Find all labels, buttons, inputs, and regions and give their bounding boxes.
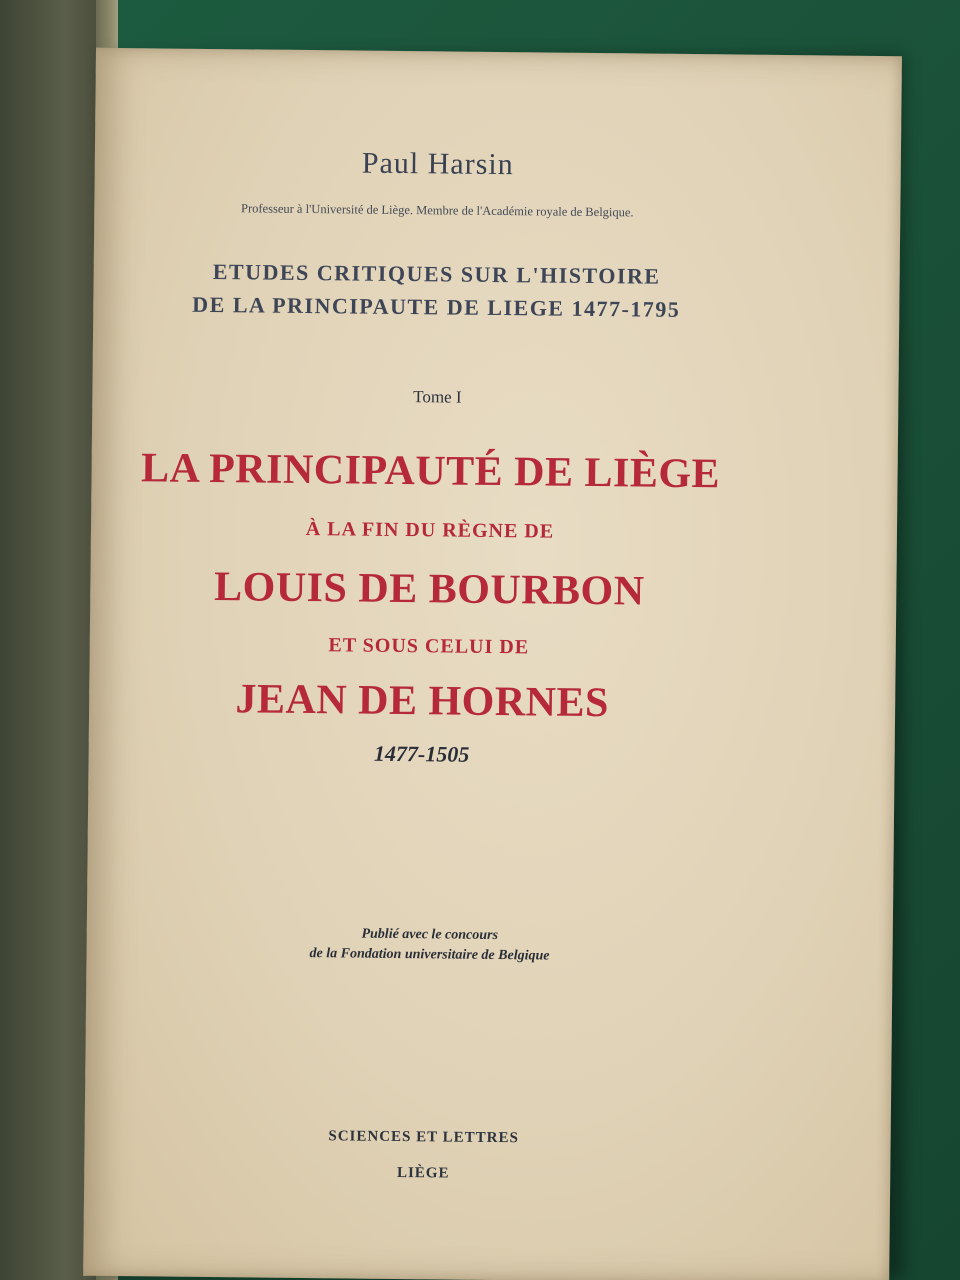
title-page [83,48,902,1280]
title-line-3: LOUIS DE BOURBON [213,564,645,615]
title-dates: 1477-1505 [373,740,470,767]
sponsor-line-2: de la Fondation universitaire de Belgique [309,946,550,964]
author-name: Paul Harsin [361,146,514,182]
publisher-city: LIÈGE [396,1164,450,1182]
title-line-2: À LA FIN DU RÈGNE DE [305,518,555,543]
volume-label: Tome I [413,387,462,407]
series-title-line-2: DE LA PRINCIPAUTE DE LIEGE 1477-1795 [192,291,681,322]
title-line-1: LA PRINCIPAUTÉ DE LIÈGE [140,445,721,498]
sponsor-line-1: Publié avec le concours [361,926,499,944]
publisher-name: SCIENCES ET LETTRES [328,1128,519,1147]
title-line-4: ET SOUS CELUI DE [328,634,530,659]
title-line-5: JEAN DE HORNES [235,676,610,727]
author-affiliation: Professeur à l'Université de Liège. Membre de l'Académie royale de Belgique. [240,201,634,220]
series-title-line-1: ETUDES CRITIQUES SUR L'HISTOIRE [212,259,661,289]
